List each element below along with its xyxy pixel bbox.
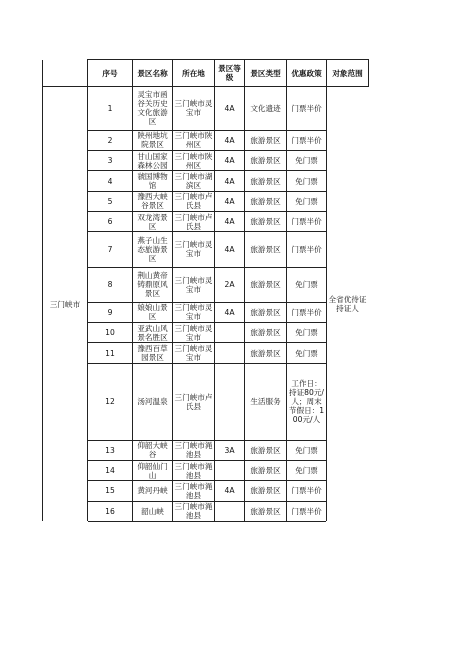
cell-location: 三门峡市渑池县 [173, 481, 215, 501]
header-city-blank [43, 60, 88, 87]
cell-policy: 免门票 [287, 460, 327, 480]
cell-num: 3 [88, 151, 133, 171]
cell-location: 三门峡市灵宝市 [173, 323, 215, 343]
cell-num: 7 [88, 232, 133, 267]
cell-level: 4A [215, 151, 245, 171]
cell-level: 4A [215, 191, 245, 211]
cell-num: 15 [88, 481, 133, 501]
city-cell: 三门峡市 [43, 87, 88, 522]
cell-level [215, 501, 245, 521]
table-row [43, 212, 369, 232]
cell-name: 双龙湾景区 [133, 212, 173, 232]
cell-location: 三门峡市灵宝市 [173, 343, 215, 363]
cell-type: 旅游景区 [245, 267, 287, 302]
cell-location: 三门峡市渑池县 [173, 440, 215, 460]
cell-name: 荆山黄帝铸鼎原风景区 [133, 267, 173, 302]
cell-level [215, 460, 245, 480]
cell-num: 13 [88, 440, 133, 460]
cell-num: 11 [88, 343, 133, 363]
cell-level [215, 343, 245, 363]
cell-level: 4A [215, 302, 245, 322]
cell-policy: 免门票 [287, 267, 327, 302]
cell-name: 汤河温泉 [133, 363, 173, 440]
cell-type: 旅游景区 [245, 481, 287, 501]
cell-level [215, 323, 245, 343]
cell-name: 黄河丹峡 [133, 481, 173, 501]
table-row [43, 323, 369, 343]
cell-location: 三门峡市湖滨区 [173, 171, 215, 191]
cell-level: 3A [215, 440, 245, 460]
table-row [43, 87, 369, 131]
cell-policy: 免门票 [287, 151, 327, 171]
cell-name: 灵宝市函谷关历史文化旅游区 [133, 87, 173, 131]
cell-num: 9 [88, 302, 133, 322]
cell-location: 三门峡市灵宝市 [173, 232, 215, 267]
cell-location: 三门峡市卢氏县 [173, 191, 215, 211]
attraction-table [42, 59, 369, 522]
cell-policy: 免门票 [287, 440, 327, 460]
cell-name: 豫西大峡谷景区 [133, 191, 173, 211]
cell-level: 4A [215, 212, 245, 232]
cell-policy: 工作日：持证80元/人；周末节假日：100元/人 [287, 363, 327, 440]
cell-type: 旅游景区 [245, 440, 287, 460]
table-row [43, 440, 369, 460]
table-row [43, 151, 369, 171]
cell-type: 旅游景区 [245, 151, 287, 171]
cell-num: 1 [88, 87, 133, 131]
cell-num: 12 [88, 363, 133, 440]
cell-name: 亚武山风景名胜区 [133, 323, 173, 343]
table-row [43, 130, 369, 150]
cell-type: 旅游景区 [245, 501, 287, 521]
cell-policy: 门票半价 [287, 130, 327, 150]
cell-type: 旅游景区 [245, 191, 287, 211]
table-row [43, 267, 369, 302]
header-target: 对象范围 [327, 60, 369, 87]
cell-policy: 门票半价 [287, 212, 327, 232]
header-policy: 优惠政策 [287, 60, 327, 87]
cell-num: 8 [88, 267, 133, 302]
cell-policy: 免门票 [287, 171, 327, 191]
header-location: 所在地 [173, 60, 215, 87]
cell-policy: 免门票 [287, 323, 327, 343]
cell-name: 仰韶大峡谷 [133, 440, 173, 460]
cell-policy: 门票半价 [287, 302, 327, 322]
cell-type: 旅游景区 [245, 232, 287, 267]
cell-name: 燕子山生态旅游景区 [133, 232, 173, 267]
cell-policy: 门票半价 [287, 87, 327, 131]
cell-location: 三门峡市陕州区 [173, 151, 215, 171]
cell-policy: 门票半价 [287, 481, 327, 501]
table-row [43, 460, 369, 480]
table-row [43, 501, 369, 521]
cell-policy: 门票半价 [287, 501, 327, 521]
table-row [43, 191, 369, 211]
cell-num: 16 [88, 501, 133, 521]
header-level: 景区等级 [215, 60, 245, 87]
header-num: 序号 [88, 60, 133, 87]
cell-type: 旅游景区 [245, 212, 287, 232]
cell-num: 2 [88, 130, 133, 150]
cell-num: 6 [88, 212, 133, 232]
table-row [43, 343, 369, 363]
cell-location: 三门峡市卢氏县 [173, 363, 215, 440]
cell-type: 文化遗迹 [245, 87, 287, 131]
cell-type: 旅游景区 [245, 460, 287, 480]
cell-name: 陕州地坑院景区 [133, 130, 173, 150]
table-row [43, 302, 369, 322]
cell-num: 5 [88, 191, 133, 211]
table-row [43, 481, 369, 501]
cell-level: 4A [215, 481, 245, 501]
cell-name: 韶山峡 [133, 501, 173, 521]
cell-type: 旅游景区 [245, 323, 287, 343]
target-cell: 全省优待证持证人 [327, 87, 369, 522]
cell-location: 三门峡市陕州区 [173, 130, 215, 150]
cell-type: 旅游景区 [245, 302, 287, 322]
cell-num: 14 [88, 460, 133, 480]
table-row [43, 232, 369, 267]
cell-type: 生活服务 [245, 363, 287, 440]
header-type: 景区类型 [245, 60, 287, 87]
cell-level [215, 363, 245, 440]
header-name: 景区名称 [133, 60, 173, 87]
cell-name: 虢国博物馆 [133, 171, 173, 191]
cell-location: 三门峡市渑池县 [173, 501, 215, 521]
cell-type: 旅游景区 [245, 171, 287, 191]
cell-level: 4A [215, 87, 245, 131]
cell-name: 仰韶仙门山 [133, 460, 173, 480]
attraction-table-sheet [42, 59, 368, 522]
cell-name: 娘娘山景区 [133, 302, 173, 322]
cell-policy: 免门票 [287, 191, 327, 211]
cell-type: 旅游景区 [245, 130, 287, 150]
cell-level: 4A [215, 130, 245, 150]
cell-type: 旅游景区 [245, 343, 287, 363]
cell-level: 4A [215, 171, 245, 191]
cell-policy: 免门票 [287, 343, 327, 363]
cell-num: 4 [88, 171, 133, 191]
cell-name: 甘山国家森林公园 [133, 151, 173, 171]
cell-name: 豫西百草园景区 [133, 343, 173, 363]
cell-level: 2A [215, 267, 245, 302]
cell-location: 三门峡市渑池县 [173, 460, 215, 480]
cell-location: 三门峡市灵宝市 [173, 302, 215, 322]
header-row [43, 60, 369, 87]
cell-policy: 门票半价 [287, 232, 327, 267]
cell-location: 三门峡市灵宝市 [173, 267, 215, 302]
cell-location: 三门峡市卢氏县 [173, 212, 215, 232]
table-row [43, 171, 369, 191]
table-body [43, 87, 369, 522]
table-row [43, 363, 369, 440]
cell-level: 4A [215, 232, 245, 267]
cell-location: 三门峡市灵宝市 [173, 87, 215, 131]
cell-num: 10 [88, 323, 133, 343]
